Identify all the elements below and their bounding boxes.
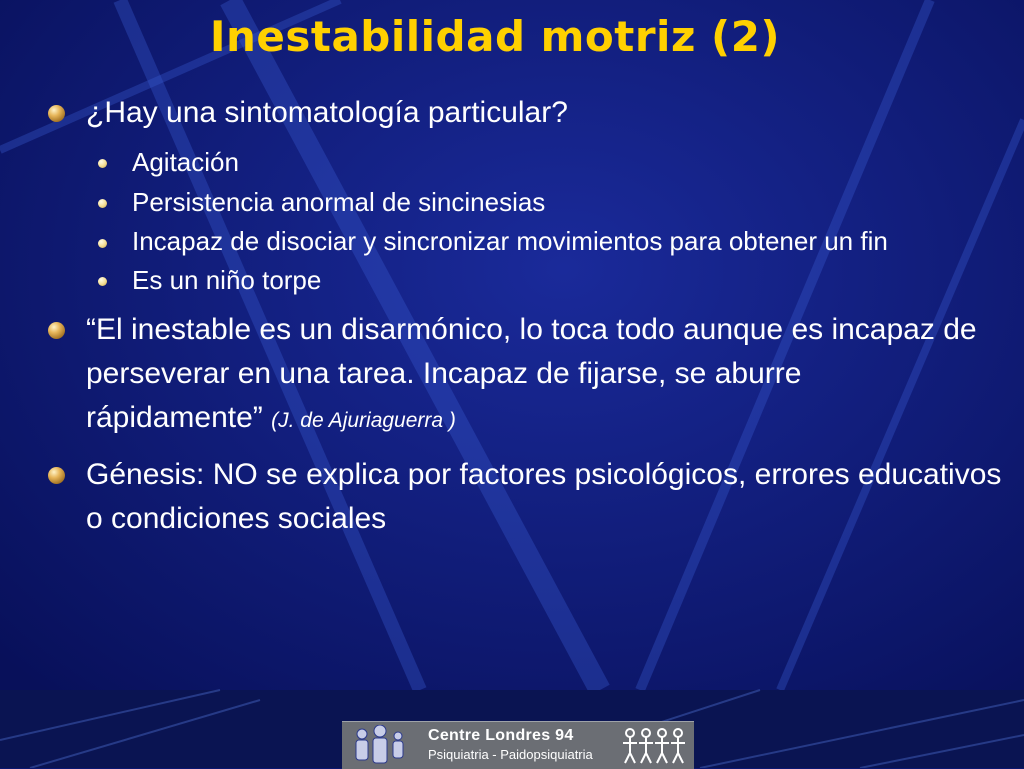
bullet-1-sublist — [42, 142, 982, 300]
footer-logo — [342, 721, 694, 769]
bullet-ball-icon — [48, 105, 65, 122]
family-icon — [346, 725, 416, 767]
sub-bullet-text: Agitación — [132, 147, 239, 177]
sub-bullet — [42, 222, 982, 260]
sub-bullet-dot-icon — [98, 277, 107, 286]
slide-content — [42, 94, 1002, 551]
logo-title: Centre Londres 94 — [428, 727, 574, 744]
sub-bullet-text: Incapaz de disociar y sincronizar movimientos para obtener un fin — [132, 226, 888, 256]
sub-bullet — [42, 142, 982, 182]
sub-bullet — [42, 260, 982, 300]
logo-subtitle: Psiquiatria - Paidopsiquiatria — [428, 747, 593, 762]
bullet-2-text: “El inestable es un disarmónico, lo toca todo aunque es incapaz de perseverar en una tarea. Incapaz de fijarse, se aburre rápidamente” — [86, 313, 977, 434]
sub-bullet — [42, 182, 982, 222]
slide-title: Inestabilidad motriz (2) — [209, 12, 781, 61]
bullet-1 — [42, 94, 982, 132]
bullet-ball-icon — [48, 322, 65, 339]
sub-bullet-text: Persistencia anormal de sincinesias — [132, 187, 546, 217]
sub-bullet-dot-icon — [98, 199, 107, 208]
bullet-3-text: Génesis: NO se explica por factores psicológicos, errores educativos o condiciones sociales — [86, 458, 1002, 535]
sub-bullet-dot-icon — [98, 239, 107, 248]
bullet-2 — [42, 308, 986, 443]
bullet-2-citation: (J. de Ajuriaguerra ) — [271, 409, 456, 432]
bullet-ball-icon — [48, 467, 65, 484]
sub-bullet-dot-icon — [98, 159, 107, 168]
bullet-3 — [42, 453, 1006, 541]
children-icon — [620, 725, 690, 767]
sub-bullet-text: Es un niño torpe — [132, 265, 322, 295]
bullet-1-text: ¿Hay una sintomatología particular? — [86, 96, 568, 129]
